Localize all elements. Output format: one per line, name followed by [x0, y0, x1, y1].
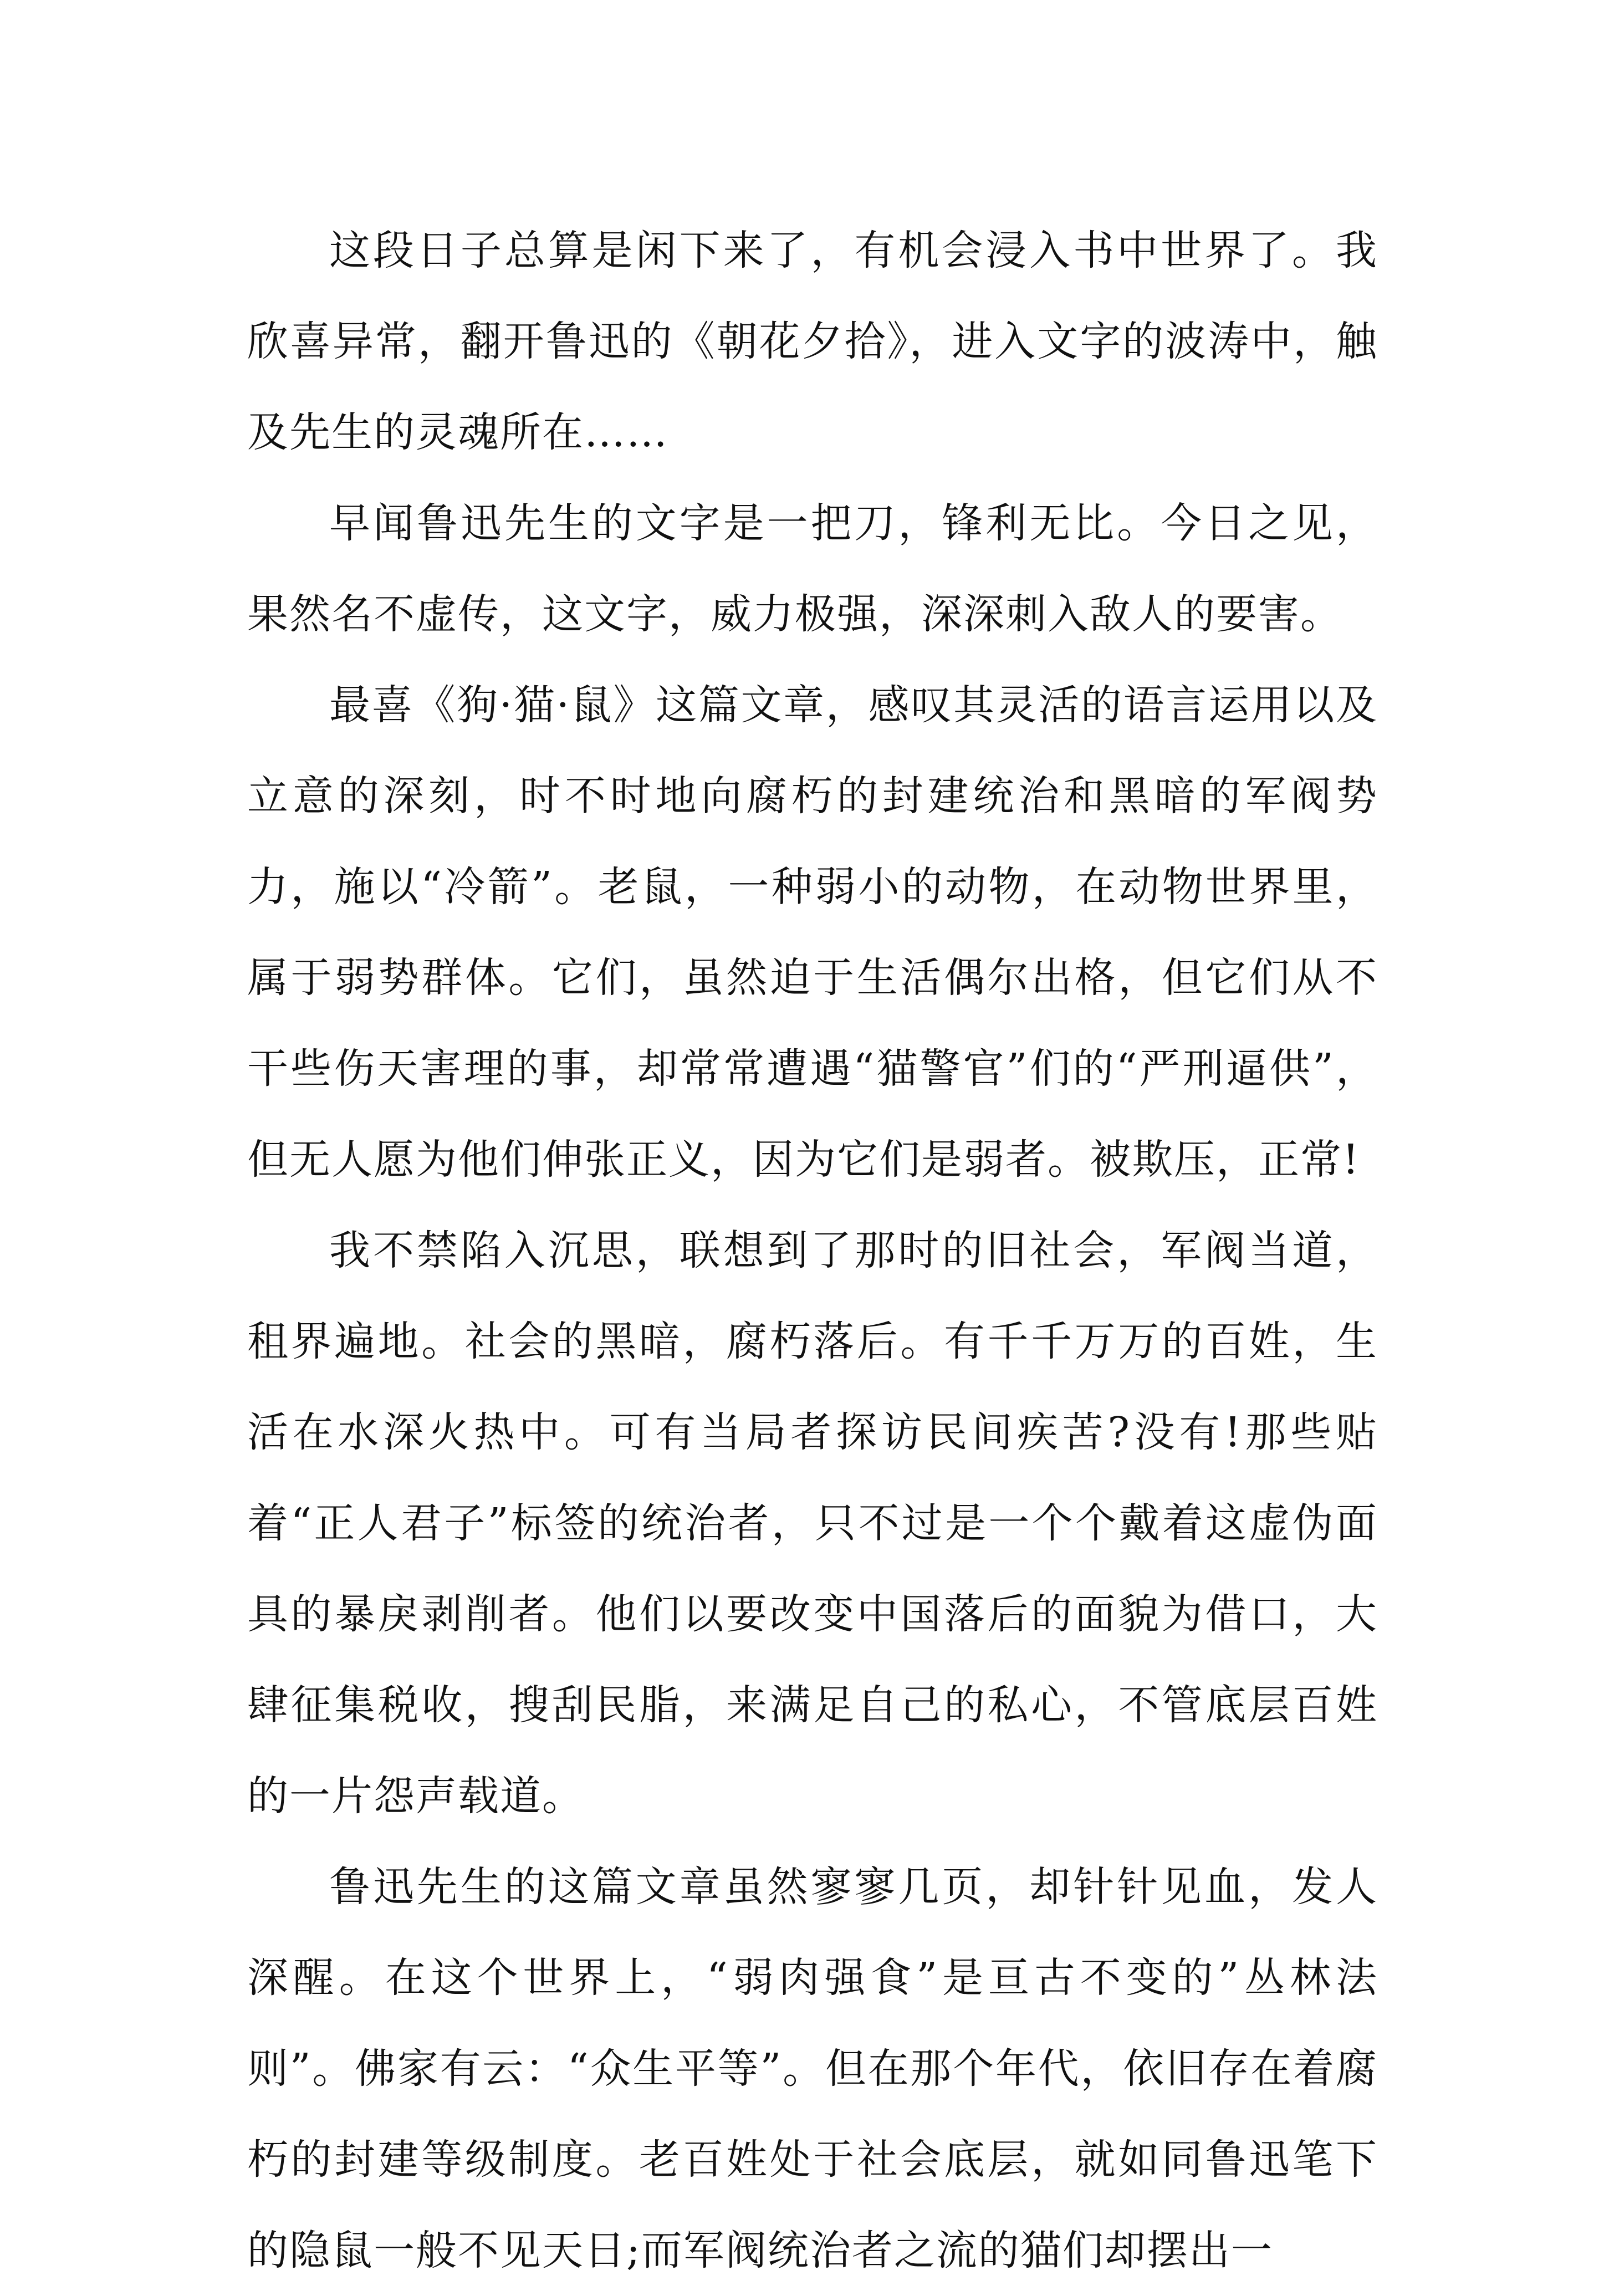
- paragraph-4: 我不禁陷入沉思，联想到了那时的旧社会，军阀当道，租界遍地。社会的黑暗，腐朽落后。有千千万万的百姓，生活在水深火热中。可有当局者探访民间疾苦?没有!那些贴着“正人君子”标签的统治者，只不过是一个个戴着这虚伪面具的暴戾剥削者。他们以要改变中国落后的面貌为借口，大肆征集税收，搜刮民脂，来满足自己的私心，不管底层百姓的一片怨声载道。: [247, 1227, 1378, 1820]
- paragraph-3: 最喜《狗·猫·鼠》这篇文章，感叹其灵活的语言运用以及立意的深刻，时不时地向腐朽的封建统治和黑暗的军阀势力，施以“冷箭”。老鼠，一种弱小的动物，在动物世界里，属于弱势群体。它们，虽然迫于生活偶尔出格，但它们从不干些伤天害理的事，却常常遭遇“猫警官”们的“严刑逼供”，但无人愿为他们伸张正义，因为它们是弱者。被欺压，正常!: [247, 681, 1378, 1183]
- paragraph-2: 早闻鲁迅先生的文字是一把刀，锋利无比。今日之见，果然名不虚传，这文字，威力极强，深深刺入敌人的要害。: [247, 499, 1378, 638]
- paragraph-1: 这段日子总算是闲下来了，有机会浸入书中世界了。我欣喜异常，翻开鲁迅的《朝花夕拾》，进入文字的波涛中，触及先生的灵魂所在……: [247, 227, 1378, 456]
- paragraph-5: 鲁迅先生的这篇文章虽然寥寥几页，却针针见血，发人深醒。在这个世界上，“弱肉强食”是亘古不变的”丛林法则”。佛家有云：“众生平等”。但在那个年代，依旧存在着腐朽的封建等级制度。老百姓处于社会底层，就如同鲁迅笔下的隐鼠一般不见天日;而军阀统治者之流的猫们却摆出一: [247, 1863, 1378, 2274]
- essay-body: [247, 205, 1378, 2296]
